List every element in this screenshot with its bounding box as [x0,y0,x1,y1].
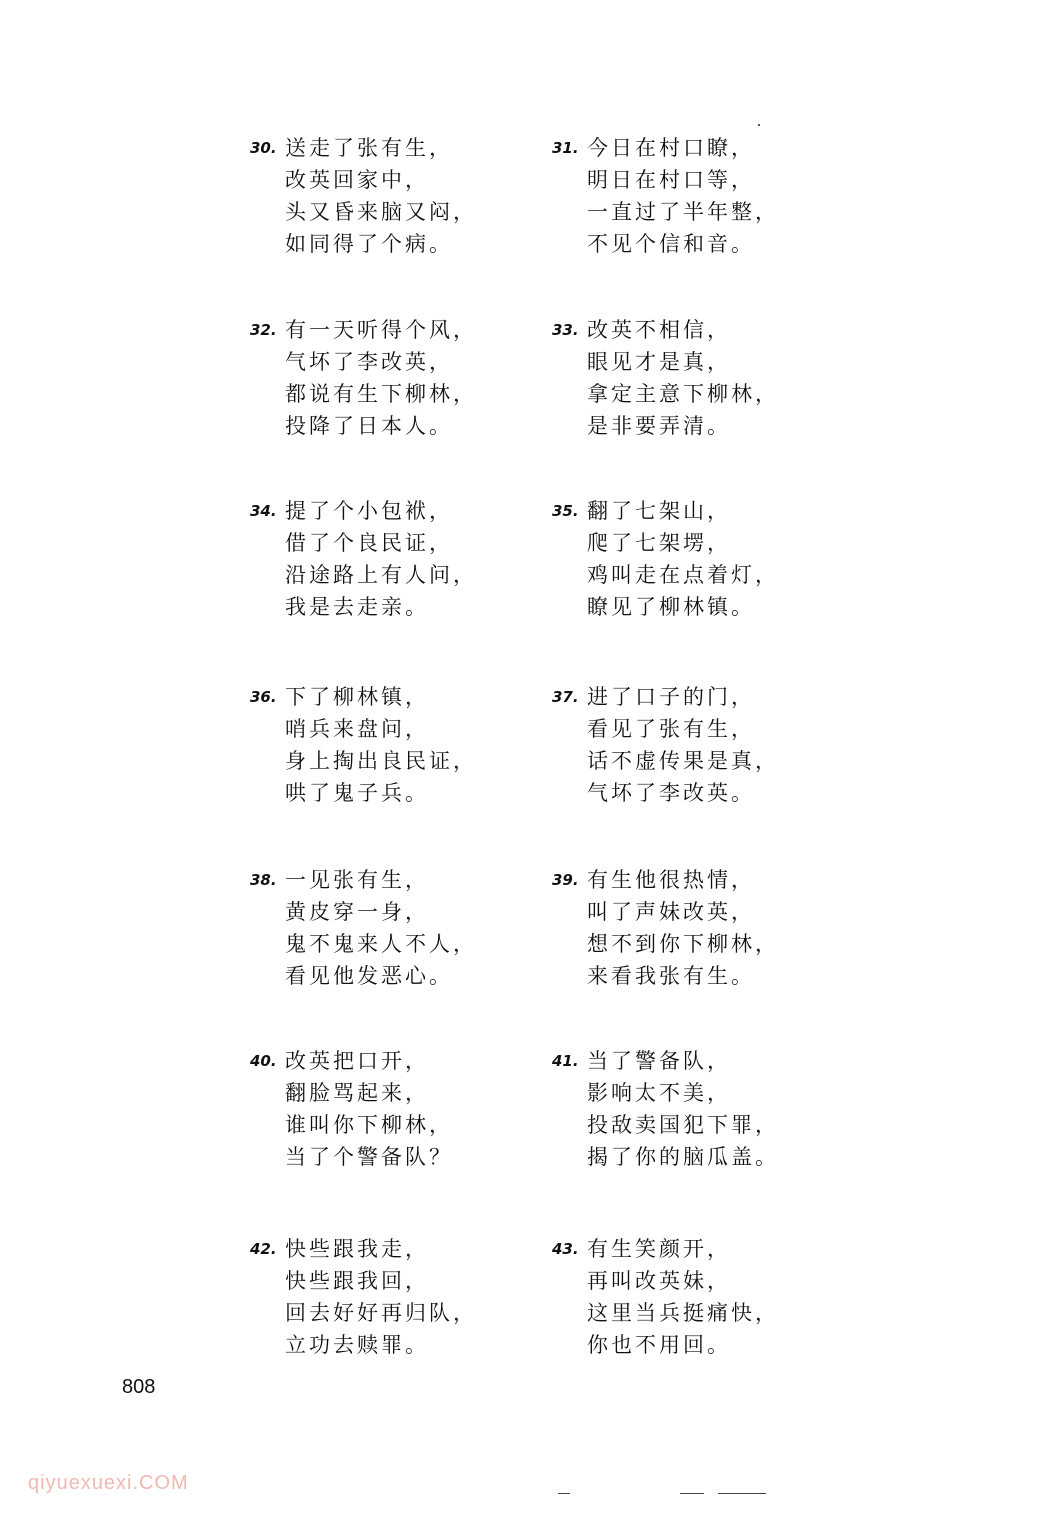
stanza [250,681,550,809]
stanza-line-text: 叫了声妹改英， [587,900,755,924]
stanza-line [250,346,550,378]
stanza-number: 42. [250,1240,277,1258]
stanza-line [552,960,852,992]
stanza-line-text: 我是去走亲。 [285,595,429,619]
stanza-line-text: 你也不用回。 [587,1333,731,1357]
stanza-line [552,346,852,378]
stanza-line [250,1297,550,1329]
stanza-line [250,559,550,591]
stanza [552,314,852,442]
stanza-number: 31. [552,139,579,157]
stanza-line-text: 头又昏来脑又闷， [285,200,477,224]
stanza-line [250,591,550,623]
stanza-line-text: 下了柳林镇， [285,685,429,709]
stanza-number: 38. [250,871,277,889]
stanza-line [552,864,852,896]
stanza [250,495,550,623]
stanza-line-text: 沿途路上有人问， [285,563,477,587]
stanza-number: 34. [250,502,277,520]
scan-speck [758,124,760,126]
stanza-line-text: 身上掏出良民证， [285,749,477,773]
stanza-line [552,1233,852,1265]
stanza-line-text: 改英把口开， [285,1049,429,1073]
stanza-line-text: 投敌卖国犯下罪， [587,1113,779,1137]
stanza-line [552,1045,852,1077]
stanza-line-text: 翻了七架山， [587,499,731,523]
stanza-line-text: 眼见才是真， [587,350,731,374]
stanza [250,1233,550,1361]
stanza-line-text: 有生笑颜开， [587,1237,731,1261]
stanza-line [250,681,550,713]
stanza-line [552,314,852,346]
scan-mark [680,1493,704,1494]
stanza-line-text: 这里当兵挺痛快， [587,1301,779,1325]
stanza-line-text: 看见了张有生， [587,717,755,741]
stanza-line-text: 爬了七架塄， [587,531,731,555]
stanza-line-text: 影响太不美， [587,1081,731,1105]
stanza [250,314,550,442]
stanza-line [250,777,550,809]
watermark: qiyuexuexi.COM [28,1472,189,1494]
stanza [250,132,550,260]
stanza-line [552,713,852,745]
stanza-line [552,132,852,164]
stanza-line-text: 一直过了半年整， [587,200,779,224]
stanza-number: 41. [552,1052,579,1070]
stanza-number: 35. [552,502,579,520]
scan-mark [558,1493,570,1494]
page-number: 808 [122,1376,156,1398]
stanza [552,1233,852,1361]
stanza-number: 36. [250,688,277,706]
stanza-line [250,896,550,928]
stanza-line-text: 鸡叫走在点着灯， [587,563,779,587]
stanza-line [250,713,550,745]
stanza-line-text: 看见他发恶心。 [285,964,453,988]
stanza-line-text: 当了个警备队？ [285,1145,453,1169]
stanza [552,864,852,992]
stanza-line [552,1109,852,1141]
stanza-line-text: 如同得了个病。 [285,232,453,256]
stanza-line-text: 是非要弄清。 [587,414,731,438]
stanza-line [250,864,550,896]
stanza-number: 33. [552,321,579,339]
stanza-line [250,378,550,410]
stanza-number: 30. [250,139,277,157]
stanza-line [250,228,550,260]
stanza-number: 37. [552,688,579,706]
stanza-line-text: 送走了张有生， [285,136,453,160]
stanza-line [250,1329,550,1361]
stanza-line [250,1265,550,1297]
stanza-line [552,410,852,442]
stanza-line-text: 来看我张有生。 [587,964,755,988]
stanza-line-text: 有一天听得个风， [285,318,477,342]
stanza-line [552,1141,852,1173]
stanza-line [552,1265,852,1297]
stanza-line-text: 回去好好再归队， [285,1301,477,1325]
stanza-line [552,591,852,623]
stanza-line [250,495,550,527]
stanza-number: 40. [250,1052,277,1070]
stanza-line [552,1297,852,1329]
stanza-line-text: 当了警备队， [587,1049,731,1073]
stanza-line [250,1077,550,1109]
stanza-line [552,559,852,591]
stanza-line [250,928,550,960]
stanza-number: 32. [250,321,277,339]
stanza-line-text: 改英回家中， [285,168,429,192]
stanza [552,681,852,809]
stanza-line [250,164,550,196]
stanza-line-text: 黄皮穿一身， [285,900,429,924]
stanza-line [552,928,852,960]
stanza-line-text: 借了个良民证， [285,531,453,555]
stanza-line [552,681,852,713]
stanza-line [250,132,550,164]
stanza-line [552,896,852,928]
stanza-line [552,745,852,777]
stanza-line-text: 话不虚传果是真， [587,749,779,773]
stanza-line-text: 提了个小包袱， [285,499,453,523]
stanza-line [250,527,550,559]
stanza-line-text: 投降了日本人。 [285,414,453,438]
stanza-line-text: 进了口子的门， [587,685,755,709]
stanza-line [250,960,550,992]
stanza [250,1045,550,1173]
stanza-line [250,196,550,228]
stanza-line-text: 气坏了李改英， [285,350,453,374]
stanza [250,864,550,992]
stanza-line [250,745,550,777]
stanza-line [552,1077,852,1109]
stanza-line-text: 谁叫你下柳林， [285,1113,453,1137]
stanza-line-text: 快些跟我走， [285,1237,429,1261]
stanza-line-text: 明日在村口等， [587,168,755,192]
stanza-number: 39. [552,871,579,889]
stanza-line [250,314,550,346]
stanza-line [552,777,852,809]
stanza-line-text: 想不到你下柳林， [587,932,779,956]
stanza-line-text: 哄了鬼子兵。 [285,781,429,805]
stanza-line [552,378,852,410]
stanza-line-text: 揭了你的脑瓜盖。 [587,1145,779,1169]
stanza-line-text: 快些跟我回， [285,1269,429,1293]
stanza-line-text: 再叫改英妹， [587,1269,731,1293]
stanza-line-text: 哨兵来盘问， [285,717,429,741]
stanza-line-text: 鬼不鬼来人不人， [285,932,477,956]
stanza-line-text: 瞭见了柳林镇。 [587,595,755,619]
stanza-line-text: 立功去赎罪。 [285,1333,429,1357]
stanza-line [552,228,852,260]
stanza-line-text: 都说有生下柳林， [285,382,477,406]
stanza-line [250,1045,550,1077]
stanza [552,132,852,260]
stanza-line-text: 一见张有生， [285,868,429,892]
stanza-number: 43. [552,1240,579,1258]
stanza-line-text: 气坏了李改英。 [587,781,755,805]
stanza-line [250,1109,550,1141]
stanza-line-text: 拿定主意下柳林， [587,382,779,406]
stanza-line-text: 今日在村口瞭， [587,136,755,160]
stanza-line [250,1233,550,1265]
stanza [552,495,852,623]
stanza-line [552,495,852,527]
stanza-line-text: 有生他很热情， [587,868,755,892]
stanza-line [552,196,852,228]
scan-mark [718,1493,766,1494]
stanza-line [552,1329,852,1361]
stanza-line-text: 不见个信和音。 [587,232,755,256]
stanza-line [250,410,550,442]
stanza-line-text: 改英不相信， [587,318,731,342]
stanza-line [250,1141,550,1173]
stanza [552,1045,852,1173]
stanza-line [552,164,852,196]
stanza-line [552,527,852,559]
stanza-line-text: 翻脸骂起来， [285,1081,429,1105]
